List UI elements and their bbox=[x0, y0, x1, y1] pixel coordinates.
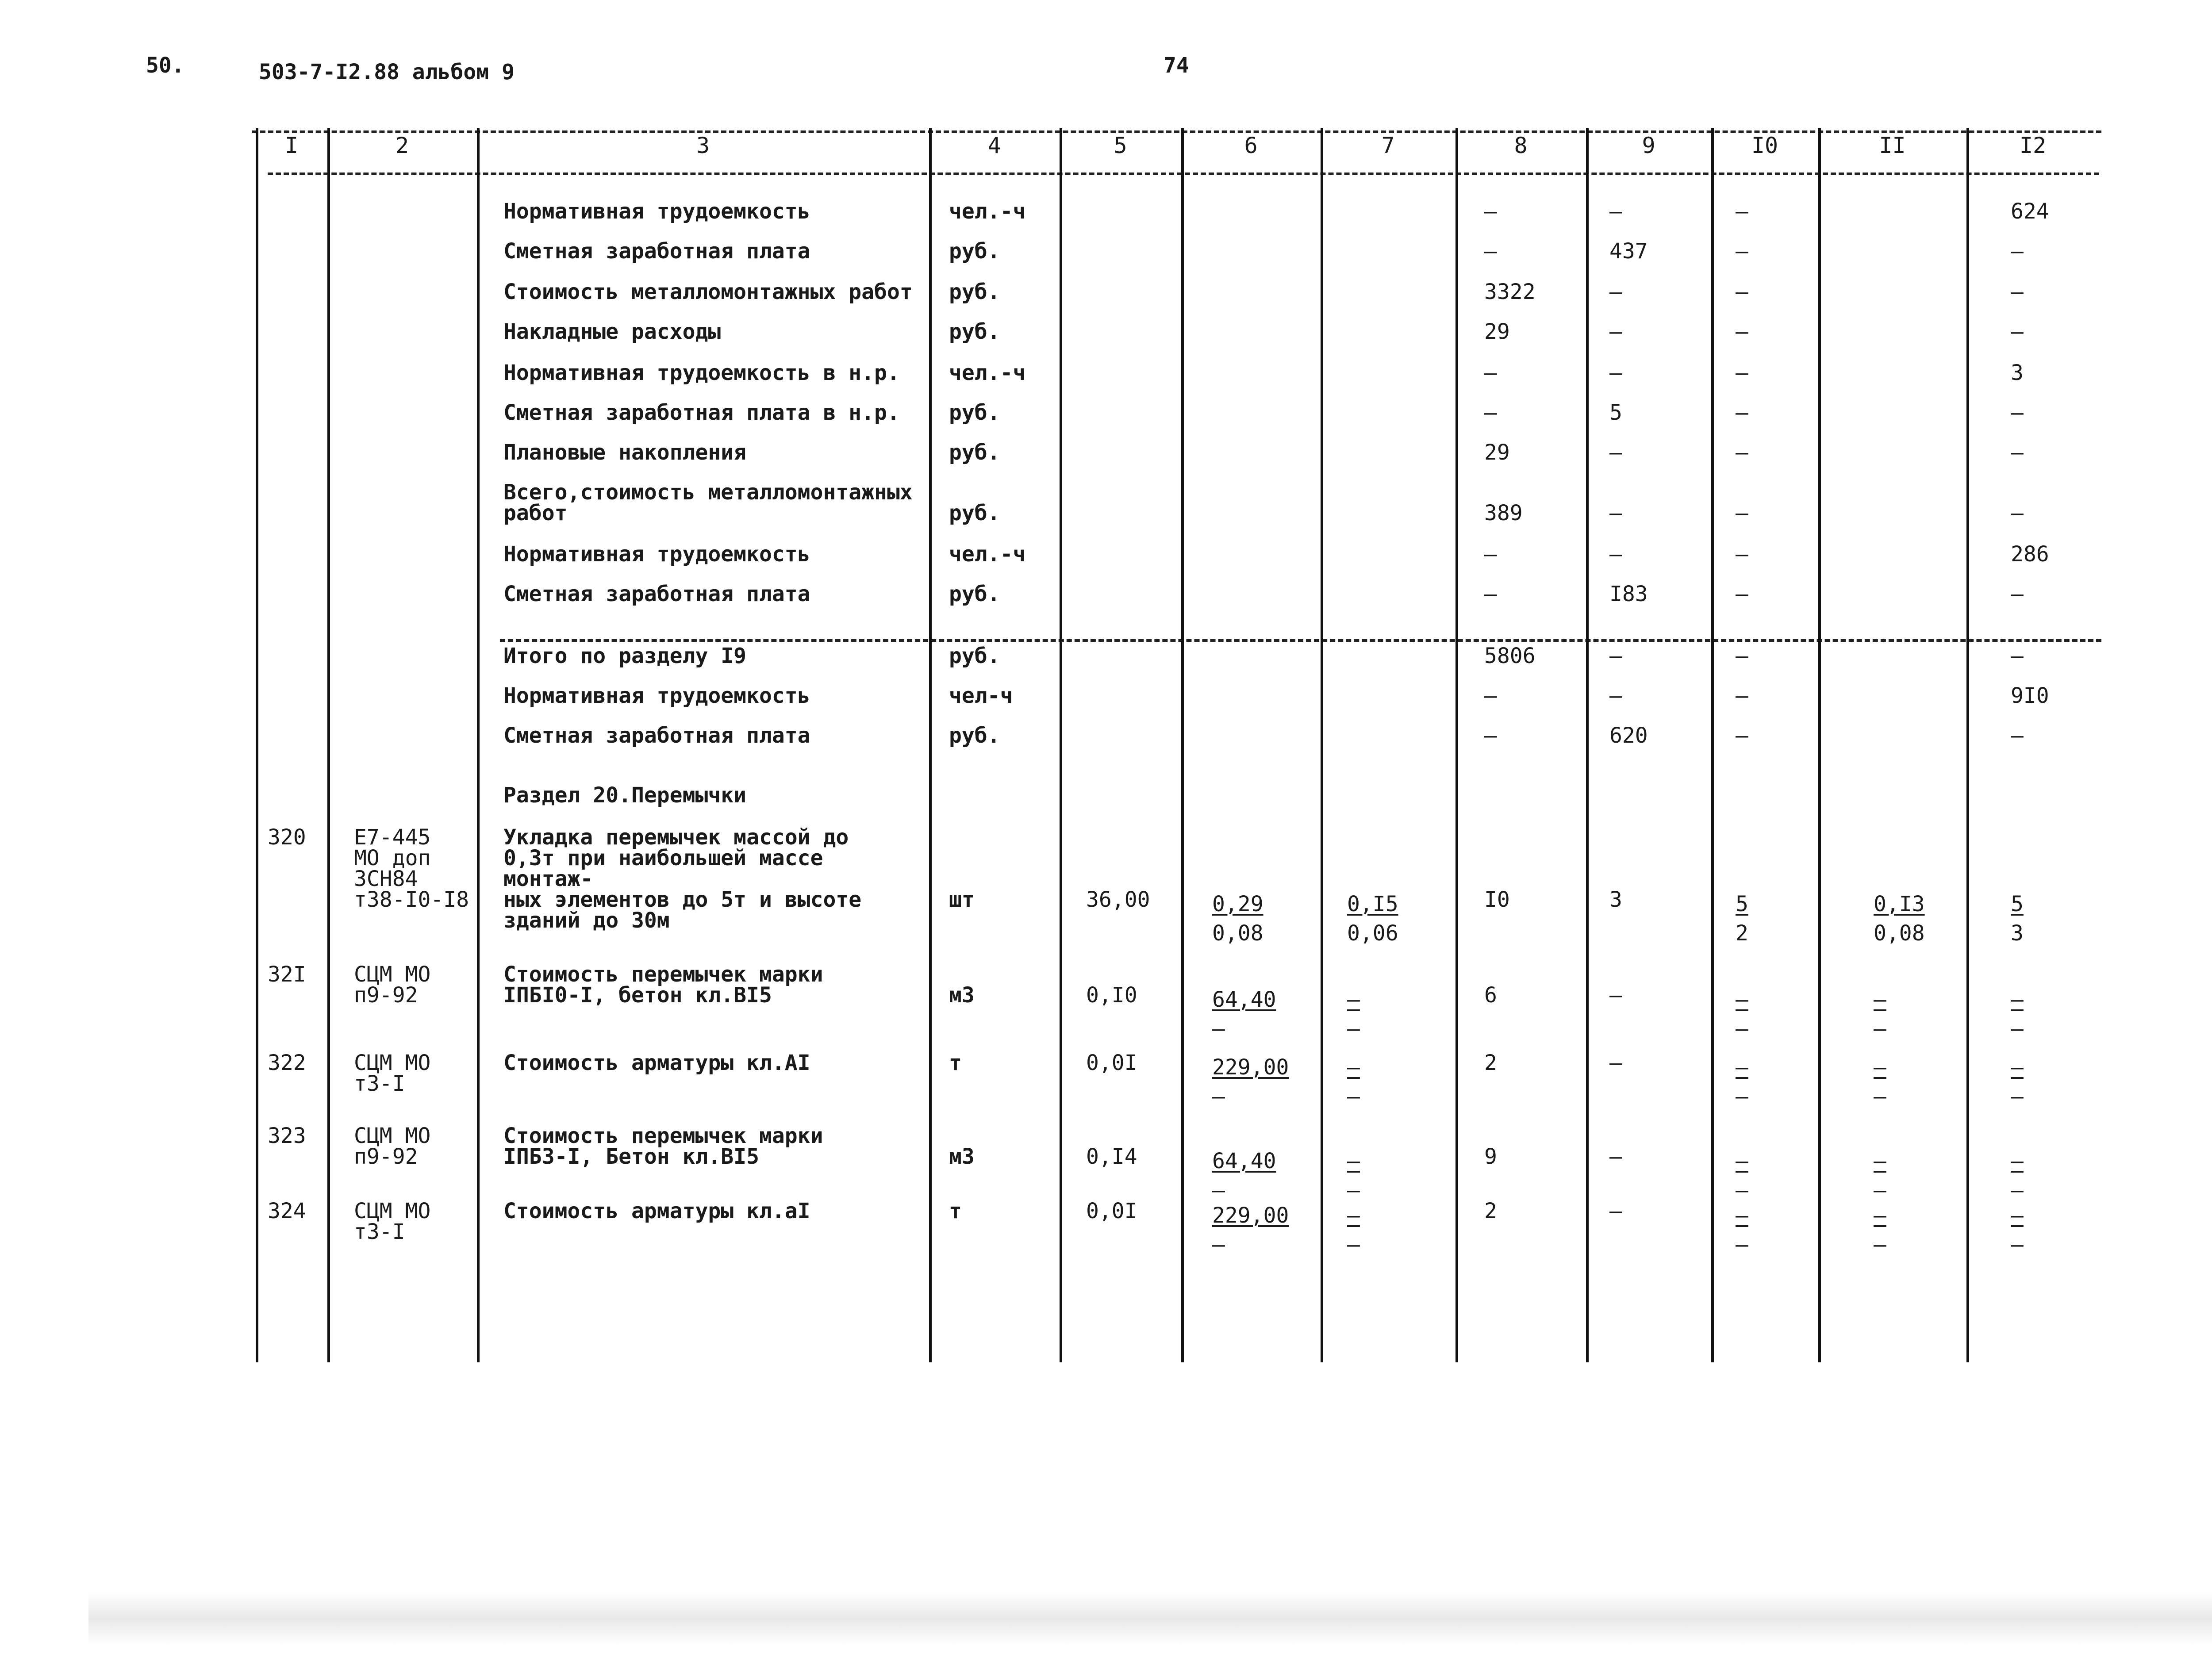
table-cell-c10: – bbox=[1736, 360, 1748, 385]
table-cell-c8: 2 bbox=[1484, 1051, 1497, 1075]
table-cell-c3: Сметная заработная плата bbox=[503, 723, 810, 748]
table-cell-c4: руб. bbox=[949, 644, 1000, 668]
fraction-denominator: – bbox=[2011, 1178, 2024, 1203]
fraction-denominator: – bbox=[1874, 1084, 1886, 1109]
table-cell-c5: 0,0I bbox=[1086, 1199, 1137, 1223]
table-cell-c8: 29 bbox=[1484, 319, 1510, 344]
table-cell-c3: Стоимость перемычек марки IПБI0-I, бетон кл.ВI5 bbox=[503, 962, 823, 1008]
table-cell-c3: Нормативная трудоемкость bbox=[503, 199, 810, 224]
table-cell-c8: – bbox=[1484, 683, 1497, 708]
table-cell-c4: чел.-ч bbox=[949, 360, 1026, 385]
page-number: 74 bbox=[1164, 53, 1189, 78]
table-cell-c12 bbox=[2011, 1053, 2024, 1111]
fraction-numerator: – bbox=[1347, 1149, 1360, 1173]
table-cell-c2: СЦМ МО п9-92 bbox=[354, 962, 431, 1008]
table-cell-c8: 3322 bbox=[1484, 280, 1536, 304]
col-header: 5 bbox=[1114, 133, 1127, 158]
fraction-numerator: – bbox=[1736, 1149, 1748, 1173]
table-cell-c4: руб. bbox=[949, 582, 1000, 606]
fraction-numerator: 64,40 bbox=[1212, 1149, 1276, 1173]
table-cell-c3: Нормативная трудоемкость bbox=[503, 683, 810, 708]
fraction-numerator: – bbox=[2011, 1055, 2024, 1080]
table-cell-c8: 9 bbox=[1484, 1144, 1497, 1169]
table-cell-c8: – bbox=[1484, 582, 1497, 606]
fraction-numerator: 0,I3 bbox=[1874, 892, 1925, 916]
table-cell-c4: м3 bbox=[949, 983, 975, 1008]
table-cell-c3: Стоимость арматуры кл.АI bbox=[503, 1051, 810, 1075]
fraction-numerator: – bbox=[1736, 987, 1748, 1012]
table-row bbox=[0, 239, 2212, 264]
table-cell-c10: – bbox=[1736, 723, 1748, 748]
table-cell-c2: СЦМ МО т3-I bbox=[354, 1051, 431, 1096]
table-cell-c12: – bbox=[2011, 723, 2024, 748]
fraction-numerator: – bbox=[2011, 1149, 2024, 1173]
table-row bbox=[0, 480, 2212, 525]
col-header: I0 bbox=[1751, 133, 1778, 158]
table-cell-c9: – bbox=[1609, 542, 1622, 567]
table-cell-c6 bbox=[1212, 1147, 1276, 1205]
table-cell-c4: чел.-ч bbox=[949, 199, 1026, 224]
table-row bbox=[0, 440, 2212, 465]
table-row bbox=[0, 723, 2212, 748]
table-cell-c4: чел-ч bbox=[949, 683, 1013, 708]
table-row bbox=[0, 199, 2212, 224]
table-cell-c9: – bbox=[1609, 440, 1622, 465]
fraction-numerator: – bbox=[1347, 1203, 1360, 1228]
table-cell-c12: 9I0 bbox=[2011, 683, 2049, 708]
table-cell-c11 bbox=[1874, 1053, 1886, 1111]
fraction-denominator: 0,06 bbox=[1347, 921, 1398, 946]
fraction-denominator: – bbox=[1736, 1084, 1748, 1109]
scan-shadow bbox=[88, 1592, 2212, 1645]
col-header: 7 bbox=[1381, 133, 1395, 158]
table-cell-c9: – bbox=[1609, 1144, 1622, 1169]
table-cell-c1: 322 bbox=[268, 1051, 306, 1075]
table-cell-c3: Нормативная трудоемкость в н.р. bbox=[503, 360, 900, 385]
table-cell-c9: 3 bbox=[1609, 887, 1622, 912]
col-header: 6 bbox=[1244, 133, 1258, 158]
table-cell-c12: – bbox=[2011, 239, 2024, 264]
fraction-numerator: 64,40 bbox=[1212, 987, 1276, 1012]
table-cell-c8: I0 bbox=[1484, 887, 1510, 912]
table-cell-c10 bbox=[1736, 1147, 1748, 1205]
table-cell-c6 bbox=[1212, 1201, 1289, 1259]
col-header: II bbox=[1879, 133, 1906, 158]
fraction-denominator: – bbox=[1736, 1016, 1748, 1041]
page-corner-number: 50. bbox=[146, 53, 184, 78]
table-cell-c12: 624 bbox=[2011, 199, 2049, 224]
fraction-numerator: – bbox=[2011, 1203, 2024, 1228]
table-cell-c6 bbox=[1212, 985, 1276, 1043]
table-cell-c8: – bbox=[1484, 723, 1497, 748]
fraction-numerator: 229,00 bbox=[1212, 1203, 1289, 1228]
table-cell-c1: 320 bbox=[268, 825, 306, 850]
fraction-denominator: 0,08 bbox=[1212, 921, 1263, 946]
table-cell-c4: руб. bbox=[949, 400, 1000, 425]
table-cell-c4: руб. bbox=[949, 280, 1000, 304]
table-cell-c3: Стоимость металломонтажных работ bbox=[503, 280, 913, 304]
table-cell-c9: – bbox=[1609, 501, 1622, 525]
fraction-denominator: – bbox=[1736, 1232, 1748, 1257]
table-cell-c9: – bbox=[1609, 319, 1622, 344]
table-cell-c4: руб. bbox=[949, 440, 1000, 465]
col-header: 3 bbox=[696, 133, 710, 158]
table-cell-c3: Всего,стоимость металломонтажных работ bbox=[503, 480, 913, 525]
table-cell-c3: Укладка перемычек массой до 0,3т при наибольшей массе монтаж- ных элементов до 5т и высоте зданий до 30м bbox=[503, 825, 862, 933]
table-cell-c2: СЦМ МО п9-92 bbox=[354, 1124, 431, 1169]
table-row bbox=[0, 783, 2212, 808]
fraction-denominator: – bbox=[1874, 1178, 1886, 1203]
table-cell-c10: – bbox=[1736, 199, 1748, 224]
fraction-denominator: – bbox=[1736, 1178, 1748, 1203]
table-cell-c3: Сметная заработная плата в н.р. bbox=[503, 400, 900, 425]
table-cell-c8: 389 bbox=[1484, 501, 1523, 525]
table-cell-c9: – bbox=[1609, 1051, 1622, 1075]
fraction-numerator: – bbox=[1736, 1203, 1748, 1228]
fraction-denominator: 2 bbox=[1736, 921, 1748, 946]
table-cell-c10: – bbox=[1736, 440, 1748, 465]
table-cell-c3: Плановые накопления bbox=[503, 440, 747, 465]
table-cell-c11 bbox=[1874, 985, 1886, 1043]
table-cell-c4: руб. bbox=[949, 319, 1000, 344]
table-cell-c4: т bbox=[949, 1199, 962, 1223]
table-cell-c12: – bbox=[2011, 400, 2024, 425]
table-cell-c10: – bbox=[1736, 582, 1748, 606]
table-cell-c10: – bbox=[1736, 239, 1748, 264]
table-cell-c10: – bbox=[1736, 280, 1748, 304]
table-cell-c8: 5806 bbox=[1484, 644, 1536, 668]
table-cell-c8: – bbox=[1484, 542, 1497, 567]
table-cell-c2: СЦМ МО т3-I bbox=[354, 1199, 431, 1244]
table-cell-c9: – bbox=[1609, 1199, 1622, 1223]
table-cell-c3: Итого по разделу I9 bbox=[503, 644, 747, 668]
fraction-numerator: – bbox=[1347, 987, 1360, 1012]
table-cell-c12: – bbox=[2011, 501, 2024, 525]
fraction-numerator: 5 bbox=[2011, 892, 2024, 916]
table-cell-c10: – bbox=[1736, 644, 1748, 668]
table-cell-c3: Раздел 20.Перемычки bbox=[503, 783, 747, 808]
table-cell-c3: Накладные расходы bbox=[503, 319, 721, 344]
table-cell-c12 bbox=[2011, 1201, 2024, 1259]
table-cell-c9: – bbox=[1609, 644, 1622, 668]
fraction-numerator: – bbox=[1347, 1055, 1360, 1080]
table-cell-c10: – bbox=[1736, 542, 1748, 567]
fraction-denominator: – bbox=[2011, 1232, 2024, 1257]
table-cell-c12 bbox=[2011, 985, 2024, 1043]
table-cell-c7 bbox=[1347, 1147, 1360, 1205]
table-cell-c4: шт bbox=[949, 887, 975, 912]
table-cell-c11 bbox=[1874, 1147, 1886, 1205]
fraction-numerator: – bbox=[1874, 1055, 1886, 1080]
table-cell-c3: Стоимость арматуры кл.аI bbox=[503, 1199, 810, 1223]
table-cell-c8: – bbox=[1484, 400, 1497, 425]
fraction-denominator: – bbox=[1347, 1016, 1360, 1041]
table-cell-c7 bbox=[1347, 1053, 1360, 1111]
table-cell-c8: – bbox=[1484, 239, 1497, 264]
table-cell-c12: 286 bbox=[2011, 542, 2049, 567]
table-cell-c10: – bbox=[1736, 319, 1748, 344]
table-cell-c12: 3 bbox=[2011, 360, 2024, 385]
table-cell-c4: руб. bbox=[949, 501, 1000, 525]
fraction-numerator: – bbox=[1874, 987, 1886, 1012]
table-cell-c10 bbox=[1736, 985, 1748, 1043]
col-header: 9 bbox=[1642, 133, 1655, 158]
table-cell-c12: – bbox=[2011, 319, 2024, 344]
table-cell-c5: 0,I0 bbox=[1086, 983, 1137, 1008]
table-cell-c12 bbox=[2011, 1147, 2024, 1205]
table-cell-c9: – bbox=[1609, 983, 1622, 1008]
table-cell-c9: 5 bbox=[1609, 400, 1622, 425]
fraction-numerator: 5 bbox=[1736, 892, 1748, 916]
table-cell-c4: руб. bbox=[949, 723, 1000, 748]
fraction-numerator: – bbox=[1736, 1055, 1748, 1080]
table-cell-c10 bbox=[1736, 1053, 1748, 1111]
table-cell-c9: – bbox=[1609, 683, 1622, 708]
fraction-denominator: – bbox=[1212, 1016, 1225, 1041]
fraction-denominator: 0,08 bbox=[1874, 921, 1925, 946]
table-cell-c12: – bbox=[2011, 280, 2024, 304]
table-cell-c7 bbox=[1347, 985, 1360, 1043]
table-cell-c12: – bbox=[2011, 440, 2024, 465]
fraction-numerator: – bbox=[1874, 1203, 1886, 1228]
fraction-denominator: – bbox=[1347, 1232, 1360, 1257]
fraction-denominator: – bbox=[1874, 1016, 1886, 1041]
table-cell-c10: – bbox=[1736, 683, 1748, 708]
fraction-denominator: – bbox=[2011, 1016, 2024, 1041]
col-header: 4 bbox=[987, 133, 1001, 158]
col-header: 2 bbox=[395, 133, 409, 158]
fraction-denominator: – bbox=[1212, 1178, 1225, 1203]
table-cell-c9: I83 bbox=[1609, 582, 1648, 606]
table-cell-c6 bbox=[1212, 890, 1263, 948]
table-cell-c9: 620 bbox=[1609, 723, 1648, 748]
table-cell-c1: 323 bbox=[268, 1124, 306, 1148]
table-cell-c3: Сметная заработная плата bbox=[503, 239, 810, 264]
table-row bbox=[0, 825, 2212, 946]
fraction-denominator: – bbox=[1347, 1178, 1360, 1203]
fraction-numerator: – bbox=[1874, 1149, 1886, 1173]
table-cell-c9: – bbox=[1609, 280, 1622, 304]
table-cell-c7 bbox=[1347, 1201, 1360, 1259]
table-cell-c2: Е7-445 МО доп 3СН84 т38-I0-I8 bbox=[354, 825, 469, 912]
table-cell-c12: – bbox=[2011, 644, 2024, 668]
table-cell-c12 bbox=[2011, 890, 2024, 948]
table-cell-c6 bbox=[1212, 1053, 1289, 1111]
table-cell-c3: Стоимость перемычек марки IПБ3-I, Бетон кл.ВI5 bbox=[503, 1124, 823, 1169]
col-header: I2 bbox=[2019, 133, 2047, 158]
table-cell-c9: – bbox=[1609, 360, 1622, 385]
table-cell-c9: 437 bbox=[1609, 239, 1648, 264]
table-cell-c4: т bbox=[949, 1051, 962, 1075]
fraction-denominator: 3 bbox=[2011, 921, 2024, 946]
table-cell-c1: 324 bbox=[268, 1199, 306, 1223]
table-cell-c4: чел.-ч bbox=[949, 542, 1026, 567]
table-cell-c8: – bbox=[1484, 199, 1497, 224]
table-cell-c8: 2 bbox=[1484, 1199, 1497, 1223]
table-row bbox=[0, 962, 2212, 1041]
table-cell-c11 bbox=[1874, 890, 1925, 948]
col-header: 8 bbox=[1514, 133, 1528, 158]
table-cell-c8: 29 bbox=[1484, 440, 1510, 465]
table-cell-c11 bbox=[1874, 1201, 1886, 1259]
table-cell-c5: 0,0I bbox=[1086, 1051, 1137, 1075]
document-code: 503-7-I2.88 альбом 9 bbox=[259, 60, 515, 84]
table-cell-c7 bbox=[1347, 890, 1398, 948]
table-cell-c4: м3 bbox=[949, 1144, 975, 1169]
table-cell-c10: – bbox=[1736, 501, 1748, 525]
col-header: I bbox=[284, 133, 299, 158]
fraction-numerator: – bbox=[2011, 987, 2024, 1012]
fraction-denominator: – bbox=[1212, 1232, 1225, 1257]
fraction-numerator: 229,00 bbox=[1212, 1055, 1289, 1080]
table-cell-c3: Сметная заработная плата bbox=[503, 582, 810, 606]
table-cell-c9: – bbox=[1609, 199, 1622, 224]
table-cell-c5: 0,I4 bbox=[1086, 1144, 1137, 1169]
fraction-denominator: – bbox=[1212, 1084, 1225, 1109]
fraction-numerator: 0,I5 bbox=[1347, 892, 1398, 916]
table-cell-c8: 6 bbox=[1484, 983, 1497, 1008]
table-cell-c8: – bbox=[1484, 360, 1497, 385]
fraction-numerator: 0,29 bbox=[1212, 892, 1263, 916]
table-cell-c10 bbox=[1736, 1201, 1748, 1259]
table-cell-c10: – bbox=[1736, 400, 1748, 425]
table-cell-c3: Нормативная трудоемкость bbox=[503, 542, 810, 567]
table-cell-c1: 32I bbox=[268, 962, 306, 987]
table-cell-c10 bbox=[1736, 890, 1748, 948]
fraction-denominator: – bbox=[2011, 1084, 2024, 1109]
table-cell-c12: – bbox=[2011, 582, 2024, 606]
table-cell-c4: руб. bbox=[949, 239, 1000, 264]
table-cell-c5: 36,00 bbox=[1086, 887, 1150, 912]
fraction-denominator: – bbox=[1347, 1084, 1360, 1109]
fraction-denominator: – bbox=[1874, 1232, 1886, 1257]
